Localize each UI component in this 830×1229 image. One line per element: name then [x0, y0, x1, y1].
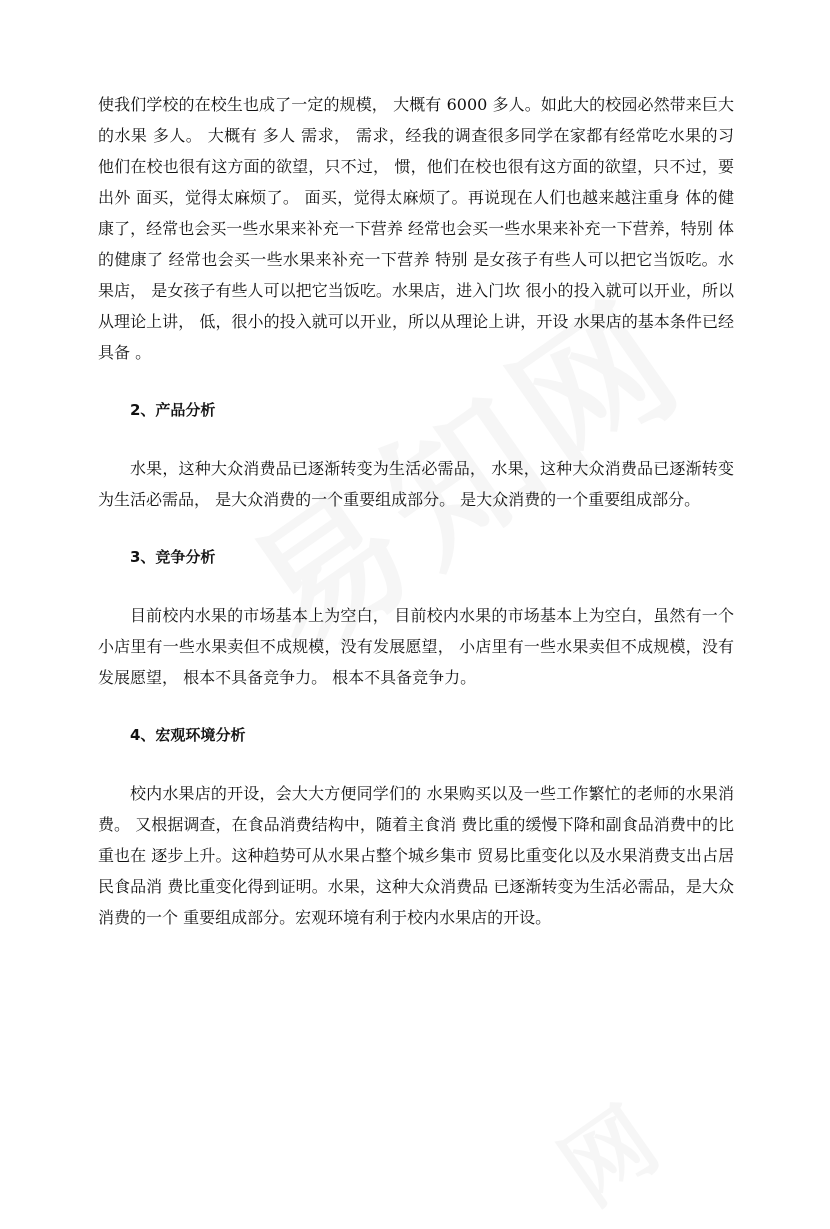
document-body [98, 89, 734, 933]
intro-paragraph: 使我们学校的在校生也成了一定的规模， 大概有 6000 多人。如此大的校园必然带来巨大的水果 多人。 大概有 多人 需求， 需求，经我的调查很多同学在家都有经常吃水果的习 他们在校也很有这方面的欲望，只不过， 惯，他们在校也很有这方面的欲望，只不过，要出外 面买，觉得太麻烦了。 面买，觉得太麻烦了。再说现在人们也越来越注重身 体的健康了，经常也会买一些水果来补充一下营养 经常也会买一些水果来补充一下营养，特别 体的健康了 经常也会买一些水果来补充一下营养 特别 是女孩子有些人可以把它当饭吃。水果店， 是女孩子有些人可以把它当饭吃。水果店，进入门坎 很小的投入就可以开业，所以从理论上讲， 低，很小的投入就可以开业，所以从理论上讲，开设 水果店的基本条件已经具备 。 [98, 95, 734, 362]
section-body-competition-analysis: 目前校内水果的市场基本上为空白， 目前校内水果的市场基本上为空白，虽然有一个 小店里有一些水果卖但不成规模，没有发展愿望， 小店里有一些水果卖但不成规模，没有发展愿望， 根本不具备竞争力。 根本不具备竞争力。 [98, 606, 734, 687]
section-heading-competition-analysis: 3、竞争分析 [130, 548, 216, 566]
section-heading-product-analysis: 2、产品分析 [130, 401, 216, 419]
section-body-product-analysis: 水果，这种大众消费品已逐渐转变为生活必需品， 水果，这种大众消费品已逐渐转变为生活必需品， 是大众消费的一个重要组成部分。 是大众消费的一个重要组成部分。 [98, 459, 734, 509]
section-heading-macro-environment-analysis: 4、宏观环境分析 [130, 726, 246, 744]
section-body-macro-environment-analysis: 校内水果店的开设，会大大方便同学们的 水果购买以及一些工作繁忙的老师的水果消费。 又根据调查，在食品消费结构中，随着主食消 费比重的缓慢下降和副食品消费中的比重也在 逐步上升。这种趋势可从水果占整个城乡集市 贸易比重变化以及水果消费支出占居民食品消 费比重变化得到证明。水果，这种大众消费品 已逐渐转变为生活必需品，是大众消费的一个 重要组成部分。宏观环境有利于校内水果店的开设。 [98, 784, 734, 927]
watermark-fragment [531, 1071, 679, 1229]
